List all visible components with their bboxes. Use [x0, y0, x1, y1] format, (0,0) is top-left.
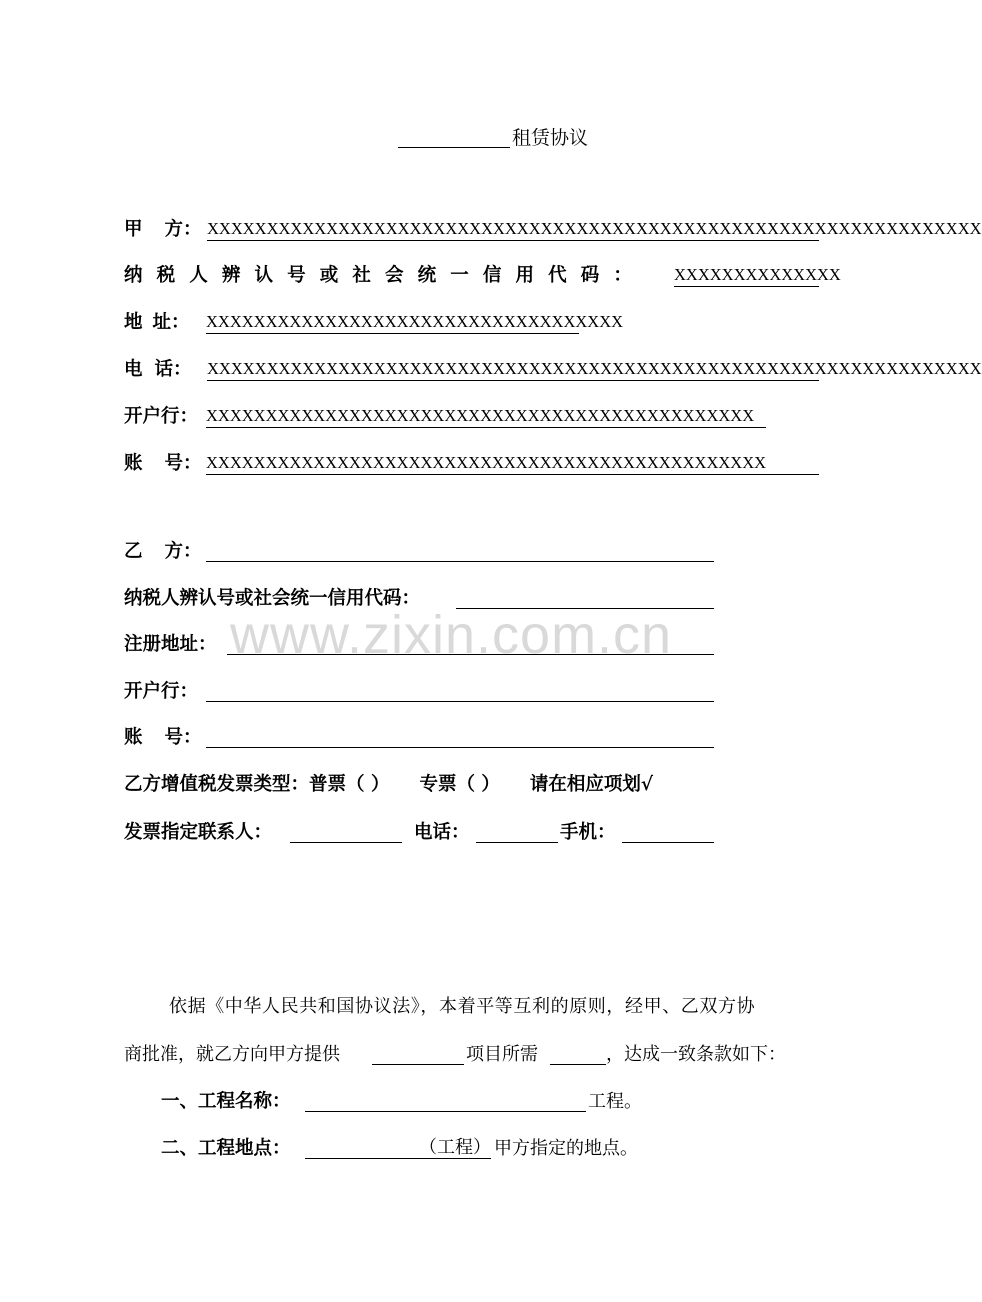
party-b-label-part1: 乙: [124, 541, 143, 562]
party-a-label-part1: 甲: [124, 219, 143, 240]
party-a-bank-label: 开户行：: [124, 406, 199, 427]
party-a-account-value: XXXXXXXXXXXXXXXXXXXXXXXXXXXXXXXXXXXXXXXXXXXXXXX: [206, 452, 819, 475]
party-b-bank-blank: [206, 701, 714, 702]
clause-2-fill: （工程）: [419, 1137, 491, 1158]
party-a-name-value: XXXXXXXXXXXXXXXXXXXXXXXXXXXXXXXXXXXXXXXXXXXXXXXXXXXXXXXXXXXXXXXXX: [207, 218, 819, 241]
party-a-tax-id-value: XXXXXXXXXXXXXX: [674, 264, 819, 287]
party-a-address-value: XXXXXXXXXXXXXXXXXXXXXXXXXXXXXXXXXXX: [206, 311, 579, 334]
invoice-contact-mobile-label: 手机：: [560, 822, 616, 843]
intro-line-1: 依据《中华人民共和国协议法》，本着平等互利的原则，经甲、乙双方协: [169, 996, 756, 1017]
intro-line-2a: 商批准，就乙方向甲方提供: [124, 1044, 340, 1065]
party-b-label-part2: 方：: [164, 541, 202, 562]
party-a-account-label-part1: 账: [124, 453, 143, 474]
party-a-label-part2: 方：: [164, 219, 202, 240]
party-b-address-blank: [227, 654, 714, 655]
party-b-name-blank: [206, 561, 714, 562]
party-a-address-label: [124, 311, 190, 335]
party-b-account-label-part1: 账: [124, 727, 143, 748]
party-a-phone-value: XXXXXXXXXXXXXXXXXXXXXXXXXXXXXXXXXXXXXXXXXXXXXXXXXXXXXXXXXXXXXXXXX: [207, 358, 819, 381]
party-b-account-label-part2: 号：: [164, 727, 202, 748]
invoice-contact-label: 发票指定联系人：: [124, 822, 273, 843]
party-b-account-label: [124, 726, 202, 750]
intro-blank-1: [372, 1064, 464, 1065]
invoice-contact-phone-blank: [476, 842, 558, 843]
document-title: 租赁协议: [512, 127, 589, 149]
intro-line-2b: 项目所需: [466, 1044, 538, 1065]
clause-1-label: 一、工程名称：: [161, 1091, 291, 1112]
party-b-tax-id-label: 纳税人辨认号或社会统一信用代码：: [124, 588, 421, 609]
watermark: www.zixin.com.cn: [230, 605, 673, 665]
party-a-tax-id-label: [124, 264, 632, 288]
party-a-account-label: [124, 452, 202, 476]
party-a-phone-label: [124, 358, 192, 382]
party-b-label: [124, 540, 202, 564]
intro-blank-2: [550, 1064, 606, 1065]
invoice-special-option[interactable]: 专票（ ）: [419, 774, 500, 795]
party-a-address-label-part1: 地: [124, 312, 143, 333]
party-b-bank-label: 开户行：: [124, 681, 199, 702]
party-b-tax-id-blank: [456, 608, 714, 609]
clause-2-suffix: 甲方指定的地点。: [494, 1138, 638, 1159]
title-blank: [398, 147, 510, 148]
party-a-address-label-part2: 址：: [152, 312, 190, 333]
intro-line-2c: ，达成一致条款如下：: [606, 1044, 786, 1065]
invoice-contact-blank: [290, 842, 402, 843]
party-b-address-label: 注册地址：: [124, 634, 217, 655]
party-a-phone-label-part2: 话：: [154, 359, 192, 380]
party-b-invoice-type-row: [124, 773, 653, 797]
invoice-type-label: 乙方增值税发票类型：: [124, 774, 310, 795]
party-a-account-label-part2: 号：: [164, 453, 202, 474]
party-a-label: [124, 218, 202, 242]
party-b-account-blank: [206, 747, 714, 748]
clause-2-blank: [305, 1158, 419, 1159]
invoice-normal-option[interactable]: 普票（ ）: [309, 774, 390, 795]
invoice-hint: 请在相应项划√: [529, 774, 654, 795]
invoice-contact-mobile-blank: [622, 842, 714, 843]
invoice-contact-phone-label: 电话：: [414, 822, 470, 843]
clause-1-blank: [305, 1111, 586, 1112]
party-a-bank-value: XXXXXXXXXXXXXXXXXXXXXXXXXXXXXXXXXXXXXXXXXXXXXX: [206, 405, 766, 428]
party-a-tax-id-label-text: 纳 税 人 辨 认 号 或 社 会 统 一 信 用 代 码 ：: [124, 265, 632, 286]
clause-1-suffix: 工程。: [588, 1091, 642, 1112]
clause-2-label: 二、工程地点：: [161, 1138, 291, 1159]
party-a-phone-label-part1: 电: [124, 359, 143, 380]
